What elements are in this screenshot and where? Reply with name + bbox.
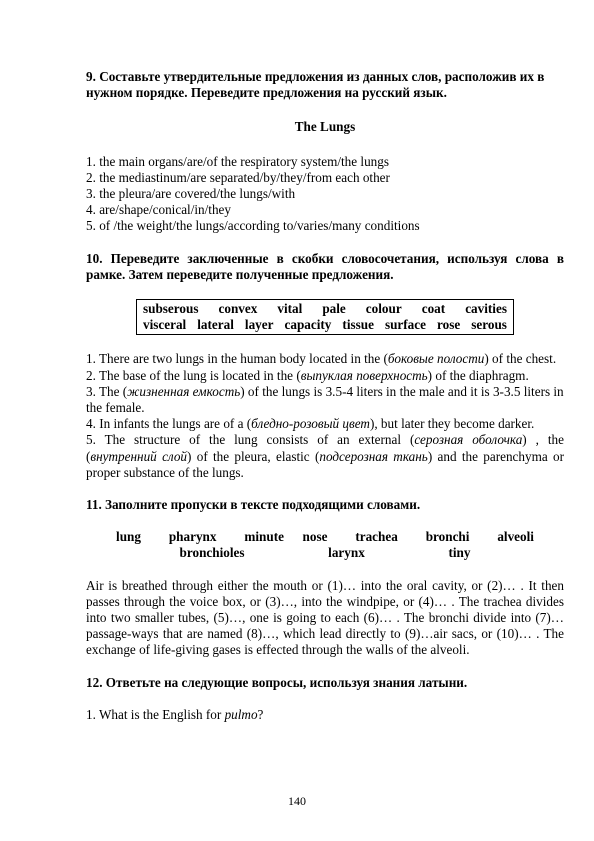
exercise-9-item-5: 5. of /the weight/the lungs/according to/varies/many conditions [86,218,420,234]
exercise-9-item-4: 4. are/shape/conical/in/they [86,202,232,218]
box-word: convex [218,301,258,317]
box-word: cavities [465,301,507,317]
latin-term: pulmo [224,706,258,722]
box-word: colour [365,301,402,317]
box-word: coat [421,301,446,317]
exercise-10-sentence-4: 4. In infants the lungs are of a (бледно-розовый цвет), but later they become darker. [86,416,535,432]
box-word: rose [437,317,461,333]
exercise-9-item-3: 3. the pleura/are covered/the lungs/with [86,186,296,202]
exercise-10-sentence-5: 5. The structure of the lung consists of an external (серозная оболочка) , the (внутренний слой) of the pleura, elastic (подсерозная ткань) and the parenchyma or proper substance of the lungs. [86,432,564,480]
word-list-line-1: lung pharynx minute nose trachea bronchi alveoli [116,529,534,545]
box-word: tissue [342,317,374,333]
exercise-9-heading: 9. Составьте утвердительные предложения из данных слов, расположив их в нужном порядке. Переведите предложения на русский язык. [86,69,545,101]
page-content [86,69,564,723]
box-word: visceral [143,317,187,333]
exercise-11-text: Air is breathed through either the mouth or (1)… into the oral cavity, or (2)… . It then passes through the voice box, or (3)…, into the windpipe, or (4)… . The trachea divides into two smaller tubes, (5)…, one is going to each (6)… . The bronchi divide into (7)… passage-ways that are named (8)…, which lead directly to (9)…air sacs, or (10)… . The exchange of life-giving gases is effected through the walls of the alveoli. [86,577,564,658]
word-box-row-2 [143,317,507,333]
exercise-9-item-1: 1. the main organs/are/of the respiratory system/the lungs [86,153,389,169]
exercise-10-sentence-1: 1. There are two lungs in the human body located in the (боковые полости) of the chest. [86,351,557,367]
box-word: subserous [143,301,199,317]
exercise-12-heading: 12. Ответьте на следующие вопросы, используя знания латыни. [86,674,468,690]
exercise-12-question-1: 1. What is the English for pulmo? [86,706,264,722]
box-word: serous [471,317,507,333]
exercise-10-heading: 10. Переведите заключенные в скобки словосочетания, используя слова в рамке. Затем переведите полученные предложения. [86,250,564,282]
russian-phrase: жизненная емкость [127,383,241,399]
word-list-line-2: bronchioles larynx tiny [179,545,471,561]
russian-phrase: бледно-розовый цвет [251,416,370,432]
russian-phrase: подсерозная ткань [319,448,428,464]
page-number: 140 [288,794,306,808]
russian-phrase: серозная оболочка [414,432,523,448]
word-box [136,299,514,335]
exercise-11-heading: 11. Заполните пропуски в тексте подходящими словами. [86,497,421,513]
exercise-10-sentence-2: 2. The base of the lung is located in the (выпуклая поверхность) of the diaphragm. [86,367,529,383]
exercise-10-sentence-3: 3. The (жизненная емкость) of the lungs is 3.5-4 liters in the male and it is 3-3.5 liters in the female. [86,383,564,416]
exercise-9-item-2: 2. the mediastinum/are separated/by/they/from each other [86,169,390,185]
box-word: lateral [197,317,234,333]
box-word: pale [322,301,346,317]
russian-phrase: боковые полости [387,351,485,367]
russian-phrase: выпуклая поверхность [300,367,428,383]
text-title: The Lungs [294,119,356,135]
word-box-row-1 [143,301,507,317]
russian-phrase: внутренний слой [90,448,188,464]
box-word: vital [277,301,303,317]
box-word: surface [384,317,426,333]
box-word: capacity [284,317,332,333]
box-word: layer [244,317,274,333]
